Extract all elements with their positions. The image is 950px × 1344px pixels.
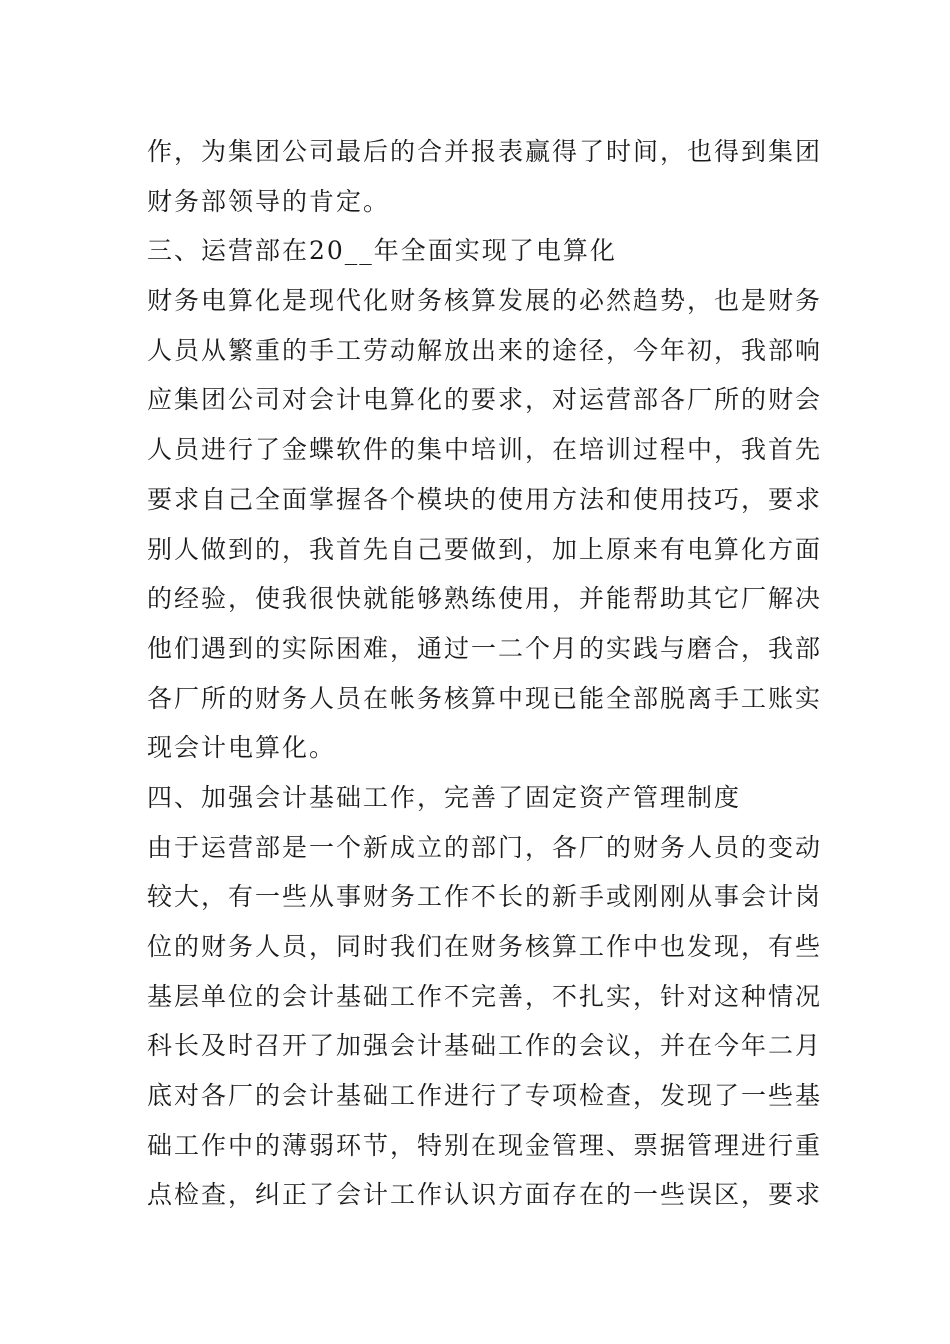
text-line: 底对各厂的会计基础工作进行了专项检查，发现了一些基	[147, 1081, 823, 1111]
text-line: 各厂所的财务人员在帐务核算中现已能全部脱离手工账实	[147, 683, 823, 713]
section-heading: 四、加强会计基础工作，完善了固定资产管理制度	[147, 782, 742, 812]
text-line: 础工作中的薄弱环节，特别在现金管理、票据管理进行重	[147, 1130, 823, 1160]
text-line: 基层单位的会计基础工作不完善，不扎实，针对这种情况	[147, 981, 823, 1011]
text-line: 财务部领导的肯定。	[147, 186, 391, 216]
section-heading: 三、运营部在20__年全面实现了电算化	[147, 236, 617, 266]
text-line: 应集团公司对会计电算化的要求，对运营部各厂所的财会	[147, 385, 823, 415]
text-line: 较大，有一些从事财务工作不长的新手或刚刚从事会计岗	[147, 882, 823, 912]
text-line: 位的财务人员，同时我们在财务核算工作中也发现，有些	[147, 932, 823, 961]
text-line: 由于运营部是一个新成立的部门，各厂的财务人员的变动	[147, 832, 823, 862]
text-line: 作，为集团公司最后的合并报表赢得了时间，也得到集团	[147, 137, 823, 166]
text-line: 人员从繁重的手工劳动解放出来的途径，今年初，我部响	[147, 335, 823, 365]
document-body	[147, 127, 823, 1220]
text-line: 人员进行了金蝶软件的集中培训，在培训过程中，我首先	[147, 435, 823, 465]
text-line: 财务电算化是现代化财务核算发展的必然趋势，也是财务	[147, 286, 823, 316]
text-line: 现会计电算化。	[147, 733, 337, 763]
text-line: 要求自己全面掌握各个模块的使用方法和使用技巧，要求	[147, 484, 823, 514]
text-line: 的经验，使我很快就能够熟练使用，并能帮助其它厂解决	[147, 584, 823, 614]
text-line: 科长及时召开了加强会计基础工作的会议，并在今年二月	[147, 1031, 823, 1061]
text-line: 他们遇到的实际困难，通过一二个月的实践与磨合，我部	[147, 633, 823, 663]
text-line: 别人做到的，我首先自己要做到，加上原来有电算化方面	[147, 534, 823, 564]
text-line: 点检查，纠正了会计工作认识方面存在的一些误区，要求	[147, 1180, 823, 1210]
